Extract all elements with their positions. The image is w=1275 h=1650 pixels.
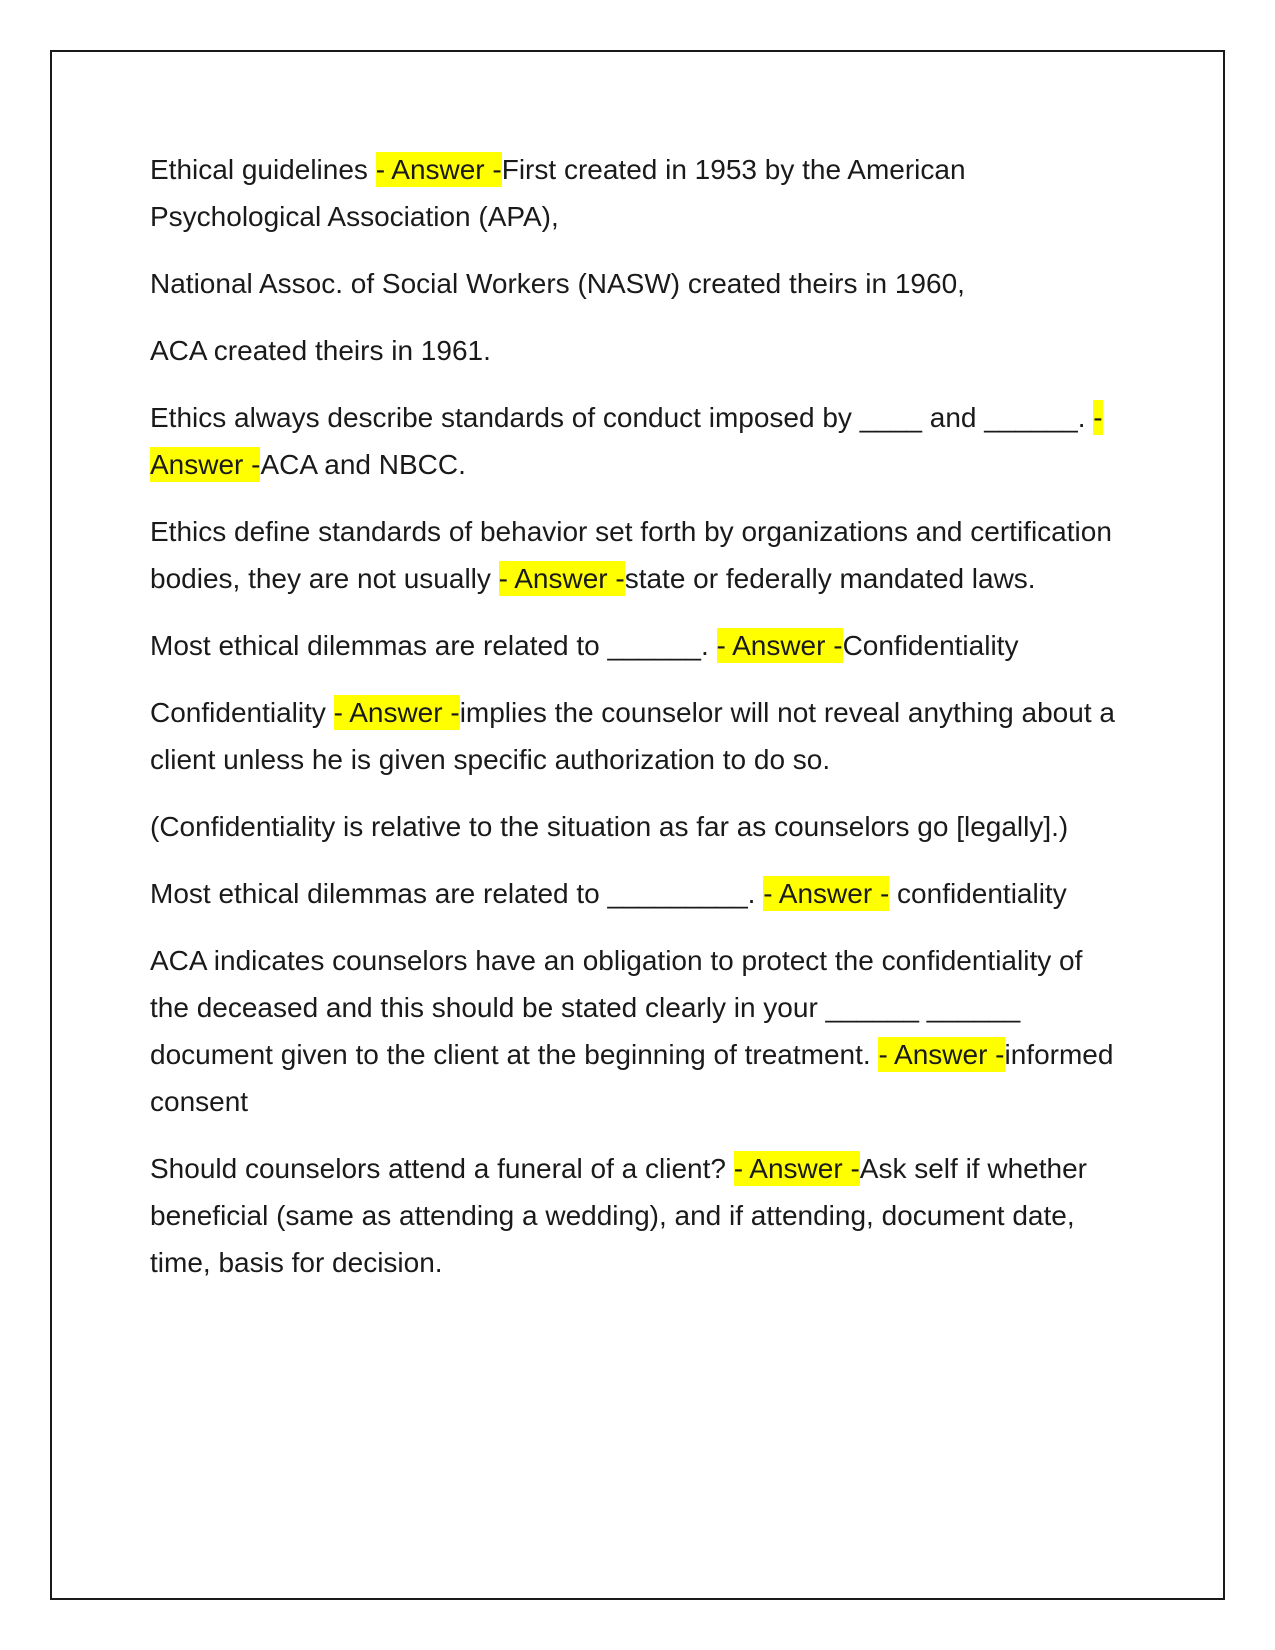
paragraph-nasw xyxy=(150,260,1125,307)
statement-text: ACA created theirs in 1961. xyxy=(150,335,491,366)
answer-highlight: - Answer - xyxy=(733,1153,860,1184)
question-text: Ethical guidelines xyxy=(150,154,376,185)
answer-highlight: - Answer - xyxy=(878,1039,1005,1070)
question-text: Ethics define standards of behavior set forth by organizations and certification bodies, they are not usually xyxy=(150,516,1112,594)
paragraph-ethical-guidelines xyxy=(150,146,1125,240)
question-text: Should counselors attend a funeral of a client? xyxy=(150,1153,734,1184)
paragraph-funeral xyxy=(150,1145,1125,1286)
statement-text: (Confidentiality is relative to the situation as far as counselors go [legally].) xyxy=(150,811,1069,842)
answer-text: First created in 1953 by the American Psychological Association (APA), xyxy=(150,154,966,232)
paragraph-standards-of-conduct xyxy=(150,394,1125,488)
answer-text: confidentiality xyxy=(889,878,1067,909)
question-text: Ethics always describe standards of conduct imposed by ____ and ______. xyxy=(150,402,1094,433)
answer-text: Confidentiality xyxy=(842,630,1019,661)
answer-highlight: - Answer - xyxy=(763,878,890,909)
statement-text: National Assoc. of Social Workers (NASW) created theirs in 1960, xyxy=(150,268,965,299)
question-text: Most ethical dilemmas are related to ______. xyxy=(150,630,717,661)
paragraph-dilemmas-2 xyxy=(150,870,1125,917)
question-text: ACA indicates counselors have an obligation to protect the confidentiality of the deceased and this should be stated clearly in your ______ ______ document given to the client at the beginning of treatment. xyxy=(150,945,1083,1070)
answer-text: implies the counselor will not reveal anything about a client unless he is given specific authorization to do so. xyxy=(150,697,1115,775)
answer-text: Ask self if whether beneficial (same as attending a wedding), and if attending, document date, time, basis for decision. xyxy=(150,1153,1087,1278)
paragraph-confidentiality-relative xyxy=(150,803,1125,850)
answer-highlight: - Answer - xyxy=(150,402,1103,480)
document-body xyxy=(150,146,1125,1306)
answer-highlight: - Answer - xyxy=(716,630,843,661)
paragraph-dilemmas-1 xyxy=(150,622,1125,669)
answer-text: ACA and NBCC. xyxy=(260,449,466,480)
question-text: Confidentiality xyxy=(150,697,334,728)
answer-text: state or federally mandated laws. xyxy=(624,563,1036,594)
answer-text: informed consent xyxy=(150,1039,1114,1117)
paragraph-aca xyxy=(150,327,1125,374)
question-text: Most ethical dilemmas are related to _________. xyxy=(150,878,764,909)
paragraph-ethics-define xyxy=(150,508,1125,602)
answer-highlight: - Answer - xyxy=(498,563,625,594)
answer-highlight: - Answer - xyxy=(333,697,460,728)
answer-highlight: - Answer - xyxy=(375,154,502,185)
paragraph-deceased xyxy=(150,937,1125,1125)
paragraph-confidentiality xyxy=(150,689,1125,783)
